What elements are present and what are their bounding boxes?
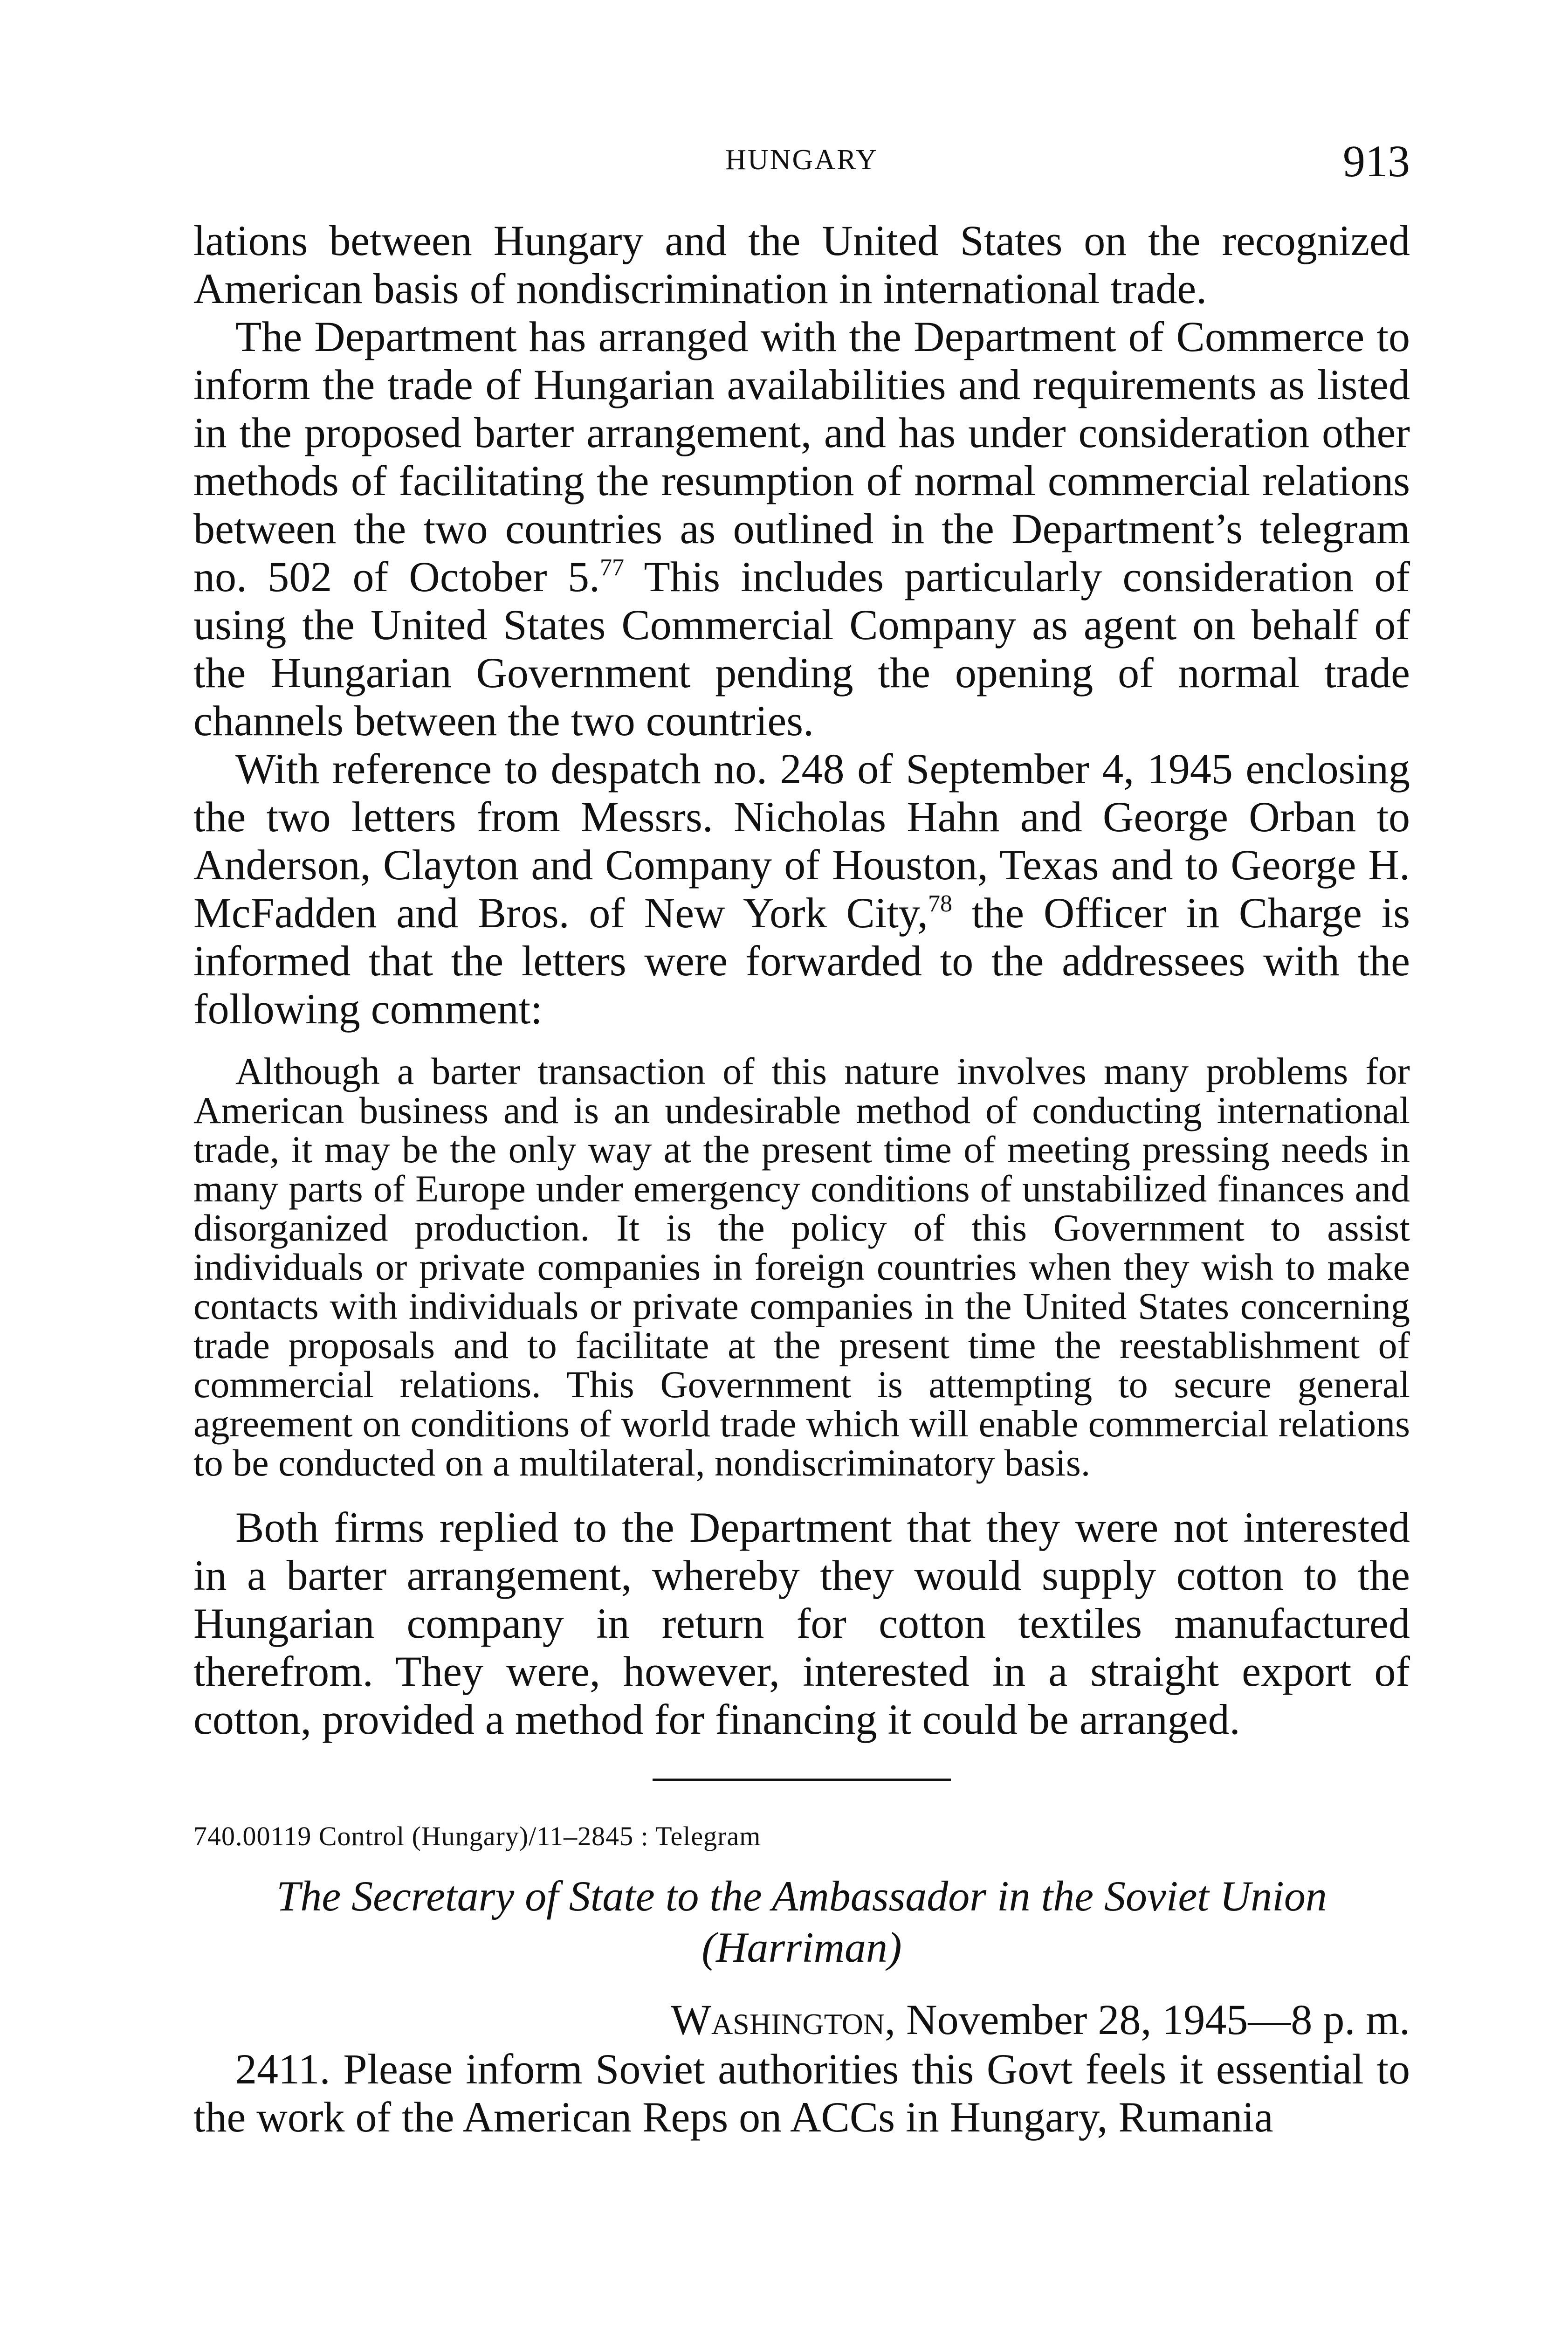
paragraph-text: This includes particularly consideration of using the United States Commercial Company as agent on behalf of the Hungarian Government pending the opening of normal trade channels between the two countries. <box>193 553 1410 745</box>
main-text <box>193 217 1410 1033</box>
block-quote <box>193 1052 1410 1483</box>
page-number: 913 <box>1343 136 1410 186</box>
main-text-after-quote <box>193 1503 1410 1744</box>
document-title <box>193 1870 1410 1973</box>
paragraph-despatch <box>193 745 1410 1033</box>
paragraph-text: The Department has arranged with the Department of Commerce to inform the trade of Hungarian availabilities and requirements as listed in the proposed barter arrangement, and has under consideration other methods of facilitating the resumption of normal commercial relations between the two countries as outlined in the Department’s telegram no. 502 of October 5. <box>193 313 1410 600</box>
dateline-date: , November 28, 1945—8 p. m. <box>885 1996 1410 2043</box>
telegram-text <box>193 2045 1410 2141</box>
paragraph-commerce <box>193 313 1410 745</box>
document-title-line: (Harriman) <box>701 1924 902 1971</box>
document-title-line: The Secretary of State to the Ambassador in the Soviet Union <box>276 1872 1327 1920</box>
page-body <box>193 217 1410 2141</box>
paragraph-continuation: lations between Hungary and the United States on the recognized American basis of nondiscrimination in international trade. <box>193 217 1410 312</box>
page-header <box>193 135 1410 186</box>
paragraph-text: With reference to despatch no. 248 of September 4, 1945 enclosing the two letters from Messrs. Nicholas Hahn and George Orban to Anderson, Clayton and Company of Houston, Texas and to George H. McFadden and Bros. of New York City, <box>193 745 1410 937</box>
section-divider <box>653 1779 951 1781</box>
paragraph-firms-reply: Both firms replied to the Department that they were not interested in a barter arrangement, whereby they would supply cotton to the Hungarian company in return for cotton textiles manufactured therefrom. They were, however, interested in a straight export of cotton, provided a method for financing it could be arranged. <box>193 1503 1410 1743</box>
dateline <box>193 1994 1410 2045</box>
footnote-ref: 78 <box>928 890 952 917</box>
paragraph-text: the Officer in Charge is informed that the letters were forwarded to the addressees with the following comment: <box>193 889 1410 1033</box>
running-head: HUNGARY <box>725 144 878 176</box>
file-number: 740.00119 Control (Hungary)/11–2845 : Telegram <box>193 1821 761 1851</box>
telegram-paragraph: 2411. Please inform Soviet authorities this Govt feels it essential to the work of the American Reps on ACCs in Hungary, Rumania <box>193 2045 1410 2141</box>
quote-text: Although a barter transaction of this nature involves many problems for American business and is an undesirable method of conducting international trade, it may be the only way at the present time of meeting pressing needs in many parts of Europe under emergency conditions of unstabilized finances and disorganized production. It is the policy of this Government to assist individuals or private companies in foreign countries when they wish to make contacts with individuals or private companies in the United States concerning trade proposals and to facilitate at the present time the reestablishment of commercial relations. This Government is attempting to secure general agreement on conditions of world trade which will enable commercial relations to be conducted on a multilateral, nondiscriminatory basis. <box>193 1050 1410 1484</box>
dateline-place: Washington <box>671 1996 885 2043</box>
footnote-ref: 77 <box>599 554 624 581</box>
